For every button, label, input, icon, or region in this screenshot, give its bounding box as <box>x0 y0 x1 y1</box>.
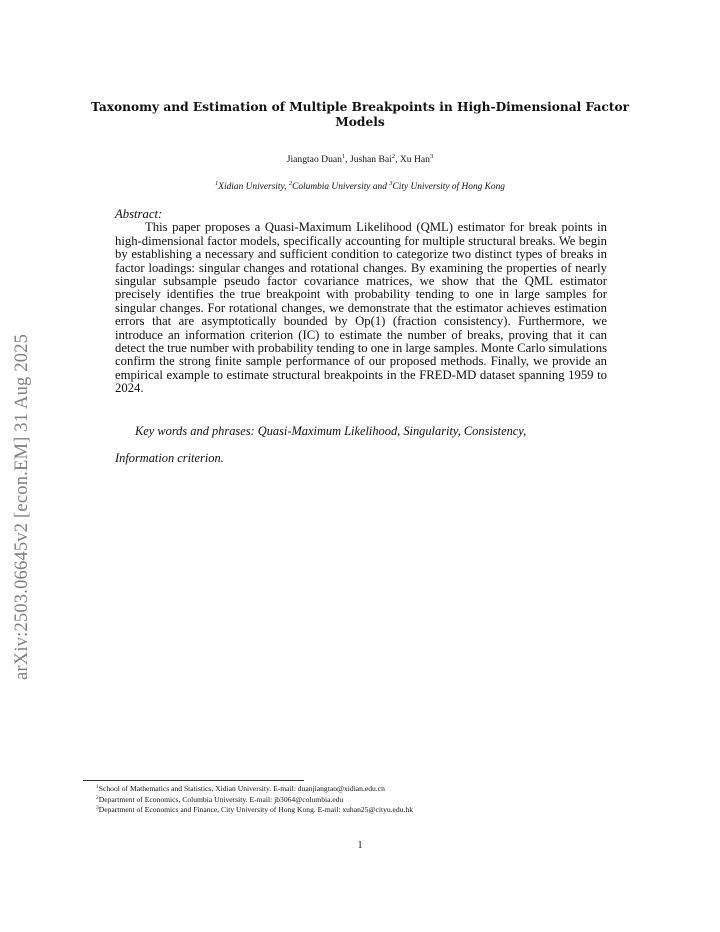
abstract-heading: Abstract: <box>115 207 163 221</box>
author-mark: 2 <box>391 153 396 160</box>
footnotes <box>96 784 656 816</box>
footnote-divider <box>83 780 304 781</box>
affiliation-mark: 2 <box>288 180 293 187</box>
author-mark: 3 <box>429 153 434 160</box>
abstract-text: This paper proposes a Quasi-Maximum Likelihood (QML) estimator for break points in high-dimensional factor models, specifically accounting for multiple structural breaks. We begin by establishing a necessary and sufficient condition to categorize two distinct types of breaks in factor loadings: singular changes and rotational changes. By examining the properties of nearly singular subsample pseudo factor covariance matrices, we show that the QML estimator precisely identifies the true breakpoint with probability tending to one in large samples for singular changes. For rotational changes, we demonstrate that the estimator achieves estimation errors that are asymptotically bounded by Op(1) (fraction consistency). Furthermore, we introduce an information criterion (IC) to estimate the number of breaks, proving that it can detect the true number with probability tending to one in large samples. Monte Carlo simulations confirm the strong finite sample performance of our proposed methods. Finally, we provide an empirical example to estimate structural breakpoints in the FRED-MD dataset spanning 1959 to 2024. <box>115 220 608 396</box>
arxiv-stamp: arXiv:2503.06645v2 [econ.EM] 31 Aug 2025 <box>12 333 32 680</box>
footnote-text: School of Mathematics and Statistics, Xidian University. E-mail: duanjiangtao@xidian.edu.cn <box>98 784 385 793</box>
footnote <box>96 805 656 816</box>
affiliation-mark: 3 <box>389 180 393 187</box>
page-number: 1 <box>357 840 363 851</box>
footnote <box>96 795 656 806</box>
affiliation-mark: 1 <box>215 180 219 187</box>
keywords-line: Key words and phrases: Quasi-Maximum Likelihood, Singularity, Consistency, <box>135 424 527 438</box>
footnote-text: Department of Economics and Finance, City University of Hong Kong. E-mail: xuhan25@cityu.edu.hk <box>98 805 414 814</box>
author-list: Jiangtao Duan$^1$, Jushan Bai$^2$, Xu Han$^3$ <box>286 153 434 165</box>
affiliation-name: City University of Hong Kong <box>392 182 505 192</box>
affiliation-name: Xidian University, <box>218 182 289 192</box>
author-name: Xu Han <box>399 154 430 165</box>
keywords-section <box>115 425 607 466</box>
footnote <box>96 784 656 795</box>
affiliation-name: Columbia University and <box>292 182 390 192</box>
footnote-mark: 2 <box>96 794 99 801</box>
keywords-line: Information criterion. <box>115 451 224 466</box>
author-mark: 1 <box>341 153 346 160</box>
footnote-mark: 3 <box>96 805 99 811</box>
footnote-text: Department of Economics, Columbia University. E-mail: jb3064@columbia.edu <box>98 794 344 804</box>
author-name: Jushan Bai <box>349 154 392 165</box>
paper-title: Taxonomy and Estimation of Multiple Breakpoints in High-Dimensional Factor Models <box>90 100 630 129</box>
affiliation-line <box>90 181 630 193</box>
abstract-section <box>115 208 607 396</box>
footnote-mark: 1 <box>96 784 99 790</box>
author-name: Jiangtao Duan <box>286 154 342 165</box>
